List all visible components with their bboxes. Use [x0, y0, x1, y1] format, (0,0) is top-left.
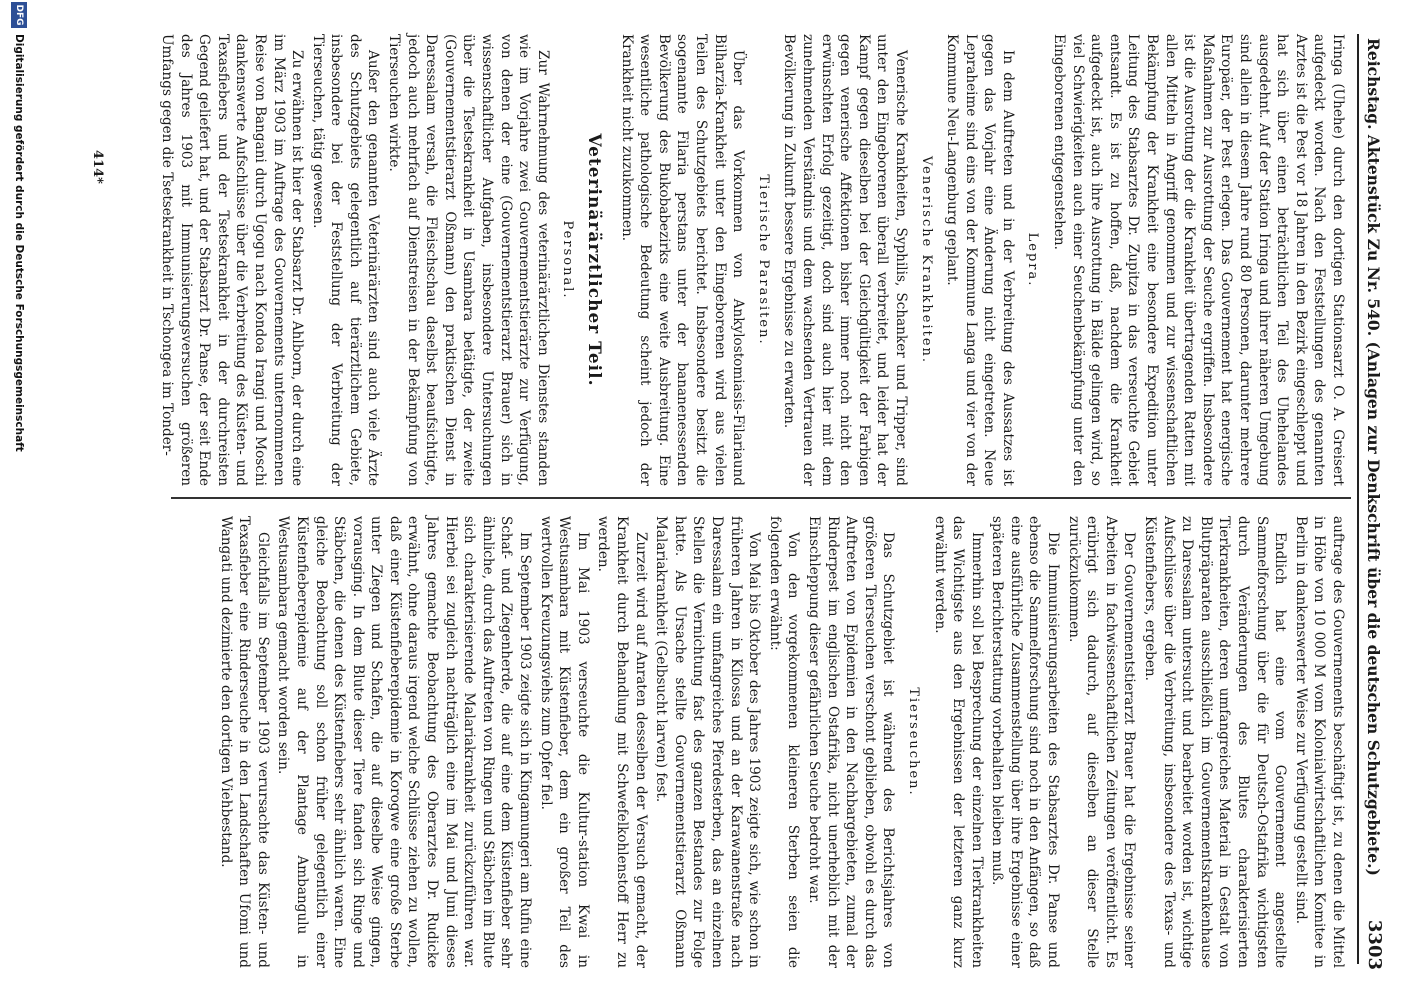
section-heading-parasiten: Tierische Parasiten. — [755, 174, 771, 346]
section-heading-personal: Personal. — [560, 220, 576, 300]
header-rule — [1357, 34, 1359, 964]
dfg-logo-icon: DFG — [11, 2, 27, 28]
right-column — [214, 516, 1347, 968]
paragraph: Im Mai 1903 verseuchte die Kultur-station Kwai in Westusambara mit Küstenfieber, dem ein großer Teil des wertvollen Kreuzungsviehs zum Opfer fiel. — [537, 516, 591, 968]
header-title: Reichstag. Aktenstück Zu Nr. 540. (Anlagen zur Denkschrift über die deutschen Schutzgebiete.) — [1364, 38, 1383, 876]
paragraph: Zu erwähnen ist hier der Stabsarzt Dr. Ahlborn, der durch eine im März 1903 im Auftrage des Gouvernements unternommenen Reise von Bangani durch Ugogu nach Kondoa Irangi und Moschi dankenswerte Aufschlüsse über die Verbreitung des Küsten- und Texasfiebers und der Tsetsekrankheit in der durchreisten Gegend geliefert hat, und der Stabsarzt Dr. Panse, der seit Ende des Jahres 1903 mit Immunisierungsversuchen größeren Umfangs gegen die Tsetsekrankheit in Tschongea im Tonder- — [158, 34, 306, 486]
column-divider — [171, 497, 1351, 499]
section-heading-tierseuchen: Tierseuchen. — [905, 687, 921, 797]
paragraph: Gleichfalls im September 1903 verursachte das Küsten- und Texasfieber eine Rinderseuche in den Landschaften Ufomi und Wangati und dezimierte den dortigen Viehbestand. — [217, 516, 271, 968]
paragraph: Der Gouvernementstierarzt Brauer hat die Ergebnisse seiner Arbeiten in fachwissenschaftlichen Zeitungen veröffentlicht. Es erübrigt sich dadurch, auf dieselben an dieser Stelle zurückzukommen. — [1065, 516, 1138, 968]
paragraph: Zurzeit wird auf Anraten desselben der Versuch gemacht, der Krankheit durch Behandlung mit Schwefelkohlenstoff Herr zu werden. — [595, 516, 649, 968]
paragraph: In dem Auftreten und in der Verbreitung des Aussatzes ist gegen das Vorjahr eine Änderung nicht eingetreten. Neue Lepraheime sind eins von der Kommune Langa und vier von der Kommune Neu-Langenburg geplant. — [944, 34, 1016, 486]
paragraph: Im September 1903 zeigte sich in Kingamungeri am Rufiu eine Schaf- und Ziegenherde, die auf eine dem Küstenfieber sehr ähnliche, durch das Auftreten von Ringen und Stäbchen im Blute sich charakterisierende Malariakrankheit zurückzuführen war. Hierbei sei zugleich nachträglich eine im Mai und Juni dieses Jahres gemachte Beobachtung des Oberarztes Dr. Rudicke erwähnt, ohne daraus irgend welche Schlüsse ziehen zu wollen, daß einer Küstenfieberepidemie in Korogwe eine große Sterbe unter Ziegen und Schafen, die auf dieselbe Weise gingen, vorausging. In dem Blute dieser Tiere fanden sich Ringe und Stäbchen, die denen des Küstenfiebers sehr ähnlich waren. Eine gleiche Beobachtung soll schon früher gelegentlich einer Küstenfieberepidemie auf der Plantage Ambangulu in Westusambara gemacht worden sein. — [275, 516, 534, 968]
paragraph: Venerische Krankheiten, Syphilis, Schanker und Tripper, sind unter den Eingeborenen überall verbreitet, und leider hat der Kampf gegen dieselben bei der Gleichgültigkeit der Farbigen gegen venerische Affektionen bisher immer noch nicht den erwünschten Erfolg gezeitigt, doch sind auch hier mit dem zunehmenden Verständnis und dem wachsenden Vertrauen der Bevölkerung in Zukunft bessere Ergebnisse zu erwarten. — [781, 34, 909, 486]
section-heading-veterinaer: Veterinärärztlicher Teil. — [584, 133, 605, 387]
paragraph: Immerhin soll bei Besprechung der einzelnen Tierkrankheiten das Wichtigste aus den Ergebnissen der letzteren ganz kurz erwähnt werden. — [931, 516, 985, 968]
paragraph: Über das Vorkommen von Ankylostomiasis-Filariaund Bilharzia-Krankheit unter den Eingeborenen wird aus vielen Teilen des Schutzgebiets berichtet. Insbesondere besitzt die sogenannte Filaria perstans unter der bananenessenden Bevölkerung des Bukobabezirks eine weite Ausbreitung. Eine wesentliche pathologische Bedeutung scheint jedoch der Krankheit nicht zuzukommen. — [618, 34, 747, 486]
header-page-number: 3303 — [1364, 919, 1385, 970]
paragraph: Die Immunisierungsarbeiten des Stabsarztes Dr. Panse und ebenso die Sammelforschung sind noch in den Anfängen, so daß eine ausführliche Zusammenstellung über ihre Ergebnisse einer späteren Berichterstattung vorbehalten bleiben muß. — [989, 516, 1062, 968]
paragraph: Von den vorgekommenen kleineren Sterben seien die folgenden erwähnt: — [766, 516, 802, 968]
digitization-footer — [5, 0, 31, 1000]
left-column — [155, 34, 1347, 486]
page-header — [1361, 30, 1391, 970]
paragraph: Zur Wahrnehmung des veterinärärztlichen Dienstes standen wie im Vorjahre zwei Gouvernementstierärzte zur Verfügung, von denen der eine (Gouvernementstierarzt Brauer) sich in wissenschaftlicher Aufgaben, insbesondere Untersuchungen über die Tsetsekrankheit in Usambara betätigte, der zweite (Gouvernementstierarzt Oßmann) den praktischen Dienst in Daressalam versah, die Fleischschau daselbst beaufsichtigte, jedoch auch mehrfach auf Dienstreisen in der Bekämpfung von Tierseuchen wirkte. — [386, 34, 551, 486]
footer-credit-text: Digitalisierung gefördert durch die Deutsche Forschungsgemeinschaft — [13, 34, 25, 452]
section-heading-venerisch: Venerische Krankheiten. — [918, 155, 934, 365]
paragraph: Iringa (Uhehe) durch den dortigen Stationsarzt O. A. Greisert aufgedeckt worden. Nach den Feststellungen des genannten Arztes ist die Pest vor 18 Jahren in den Bezirk eingeschleppt und hat sich über einen beträchtlichen Teil des Uhehelandes ausgedehnt. Auf der Station Iringa und ihrer näheren Umgebung sind allein in diesem Jahre rund 80 Personen, darunter mehrere Europäer, der Pest erlegen. Das Gouvernement hat energische Maßnahmen zur Ausrottung der Seuche ergriffen. Insbesondere ist die Ausrottung der die Krankheit übertragenden Ratten mit allen Mitteln in Angriff genommen und zur wissenschaftlichen Bekämpfung der Krankheit eine besondere Expedition unter Leitung des Stabsarztes Dr. Zupitza in das verseuchte Gebiet entsandt. Es ist zu hoffen, daß, nachdem die Krankheit aufgedeckt ist, auch ihre Ausrottung in Bälde gelingen wird, so viel Schwierigkeiten auch einer Seuchenbekämpfung unter den Eingeborenen entgegenstehen. — [1051, 34, 1346, 486]
page-footer-number: 414* — [90, 150, 105, 184]
paragraph: Von Mai bis Oktober des Jahres 1903 zeigte sich, wie schon in früheren Jahren in Kilossa und an der Karawanenstraße nach Daressalam ein umfangreiches Pferdesterben, das an einzelnen Stellen die Vernichtung fast des ganzen Bestandes zur Folge hatte. Als Ursache stellte Gouvernementstierarzt Oßmann Malariakrankheit (Gelbsucht larven) fest. — [653, 516, 763, 968]
paragraph: Das Schutzgebiet ist während des Berichtsjahres von größeren Tierseuchen verschont geblieben, obwohl es durch das Auftreten von Epidemien in den Nachbargebieten, zumal der Rinderpest im englischen Ostafrika, nicht unerheblich mit der Einschleppung dieser gefährlichen Seuche bedroht war. — [805, 516, 897, 968]
section-heading-lepra: Lepra. — [1025, 232, 1041, 288]
paragraph: Endlich hat eine vom Gouvernement angestellte Sammelforschung über die für Deutsch-Ostafrika wichtigsten durch Veränderungen des Blutes charakterisierten Tierkrankheiten, deren umfangreiches Material in Gestalt von Blutpräparaten ausschließlich im Gouvernementskrankenhause zu Daressalam untersucht und bearbeitet worden ist, wichtige Aufschlüsse über die Verbreitung, insbesondere des Texas- und Küstenfiebers, ergeben. — [1142, 516, 1289, 968]
paragraph: Außer den genannten Veterinärärzten sind auch viele Ärzte des Schutzgebiets gelegentlich auf tierärztlichem Gebiete, insbesondere bei der Feststellung der Verbreitung der Tierseuchen, tätig gewesen. — [309, 34, 382, 486]
paragraph: auftrage des Gouvernements beschäftigt ist, zu denen die Mittel in Höhe von 10 000 M vom Kolonialwirtschaftlichen Komitee in Berlin in dankenswerter Weise zur Verfügung gestellt sind. — [1292, 516, 1346, 968]
